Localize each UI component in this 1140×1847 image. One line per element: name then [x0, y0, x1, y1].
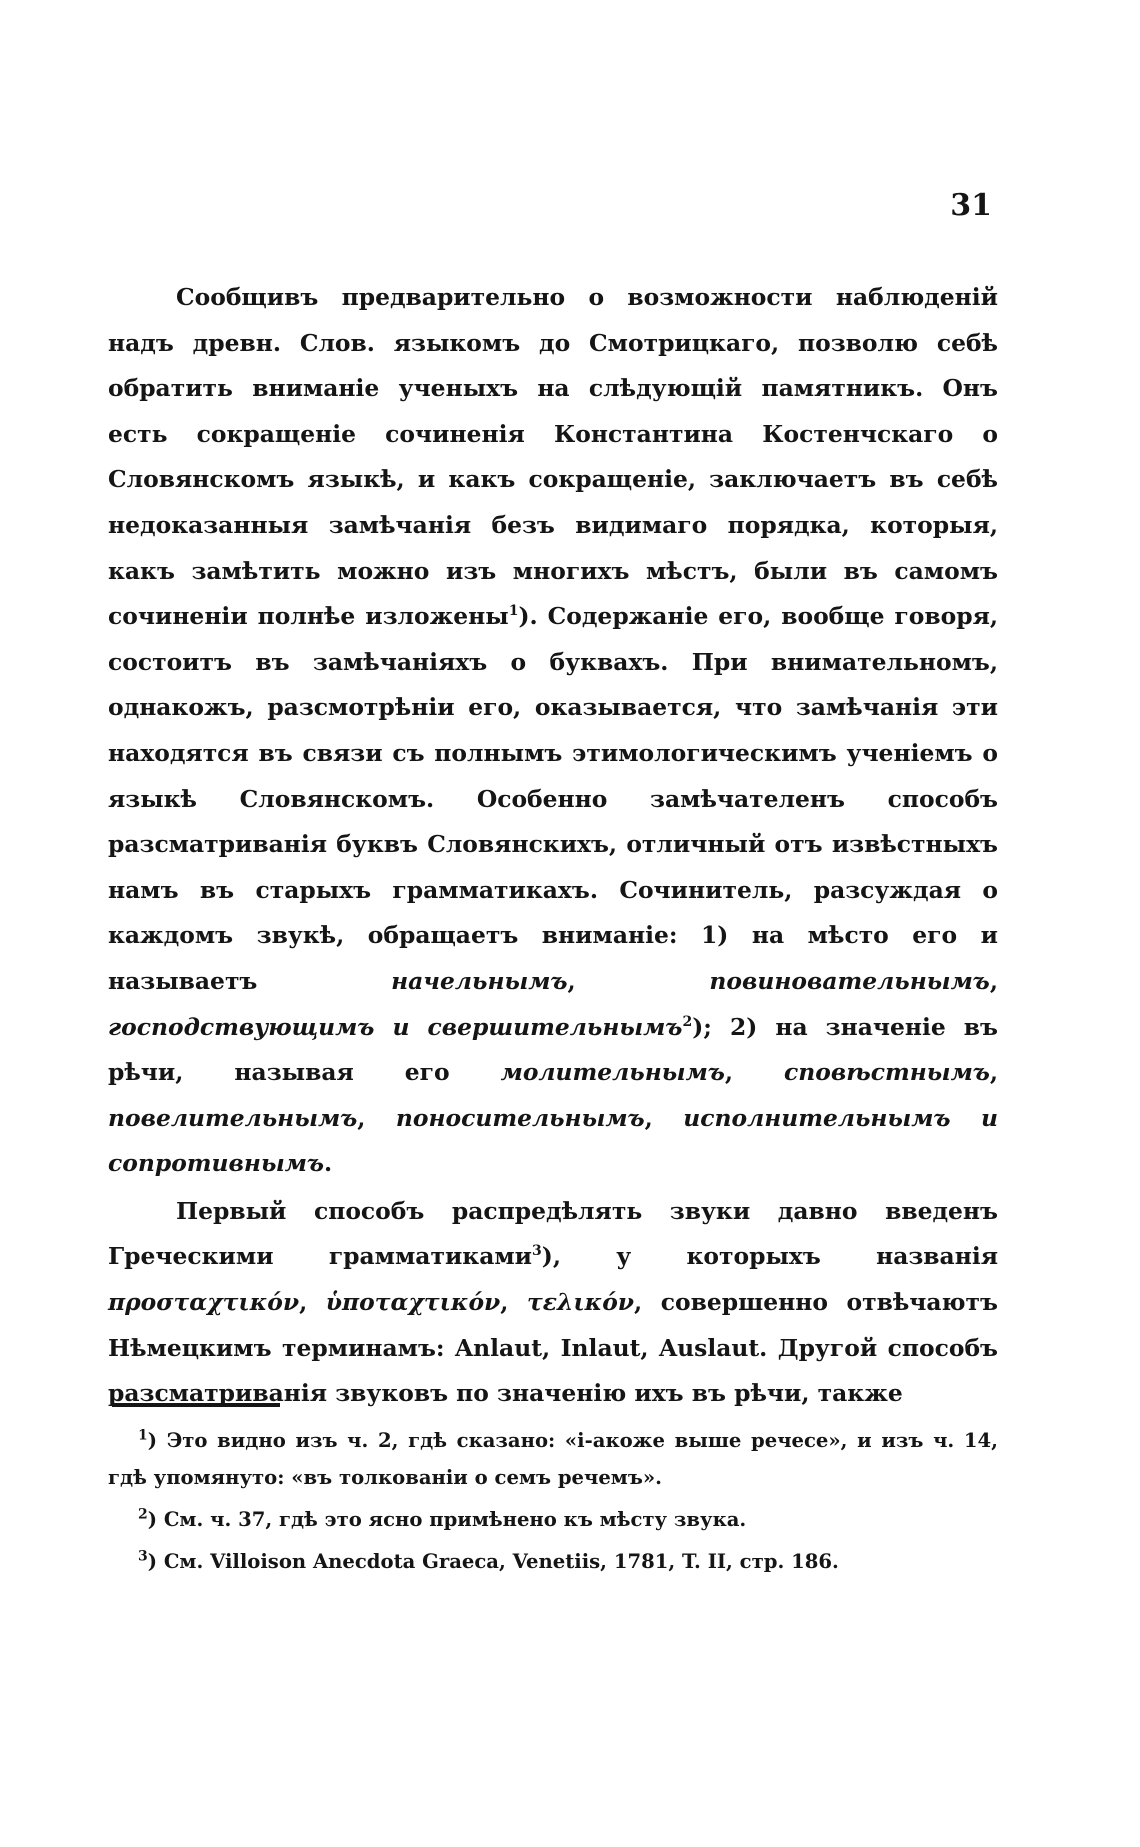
- italic-term: исполнительнымъ: [683, 1103, 951, 1132]
- text-run: ,: [724, 1058, 784, 1087]
- italic-term: ὑποταχτικόν: [325, 1288, 501, 1317]
- text-run: ); 2) на значеніе въ рѣчи, называя его: [108, 1012, 998, 1087]
- footnote-number: 1: [138, 1427, 148, 1444]
- text-run: ,: [567, 966, 710, 995]
- paragraph: [108, 275, 998, 1187]
- text-run: ,: [357, 1103, 396, 1132]
- footnote-divider: [112, 1403, 280, 1407]
- italic-term: сповѣстнымъ: [783, 1058, 990, 1087]
- italic-term: повелительнымъ: [108, 1103, 358, 1132]
- footnote-text: ) См. ч. 37, гдѣ это ясно примѣнено къ мѣсту звука.: [147, 1508, 747, 1531]
- italic-term: молительнымъ: [500, 1058, 725, 1087]
- page-number: 31: [950, 188, 992, 223]
- text-run: ). Содержаніе его, вообще говоря, состоитъ въ замѣчаніяхъ о буквахъ. При внимательномъ, однакожъ, разсмотрѣніи его, оказывается, что замѣчанія эти находятся въ связи съ полнымъ этимологическимъ ученіемъ о языкѣ Словянскомъ. Особенно замѣчателенъ способъ разсматриванія буквъ Словянскихъ, отличный отъ извѣстныхъ намъ въ старыхъ грамматикахъ. Сочинитель, разсуждая о каждомъ звукѣ, обращаетъ вниманіе: 1) на мѣсто его и называетъ: [108, 602, 998, 995]
- italic-term: начельнымъ: [391, 966, 568, 995]
- text-run: ,: [299, 1288, 326, 1317]
- footnote-number: 2: [138, 1506, 148, 1523]
- footnote-marker: 3: [532, 1243, 542, 1260]
- footnote-marker: 1: [508, 603, 519, 620]
- footnote: [108, 1543, 998, 1580]
- italic-term: свершительнымъ: [427, 1012, 683, 1041]
- footnotes: [108, 1422, 998, 1580]
- italic-term: τελικόν: [526, 1288, 635, 1317]
- text-run: ), у которыхъ названія: [541, 1242, 998, 1271]
- footnote-marker: 2: [682, 1013, 693, 1030]
- italic-term: поносительнымъ: [395, 1103, 645, 1132]
- paragraph: [108, 1189, 998, 1417]
- footnote: [108, 1501, 998, 1538]
- italic-term: повиновательнымъ: [709, 966, 990, 995]
- text-run: ,: [989, 966, 998, 995]
- text-run: ,: [644, 1103, 684, 1132]
- footnote: [108, 1422, 998, 1496]
- text-run: .: [324, 1149, 333, 1178]
- footnote-text: ) Это видно изъ ч. 2, гдѣ сказано: «і-акоже выше речесе», и изъ ч. 14, гдѣ упомянуто: «въ толкованіи о семъ речемъ».: [108, 1429, 998, 1489]
- footnote-text: ) См. Villoison Anecdota Graeca, Venetiis, 1781, T. II, стр. 186.: [147, 1550, 839, 1573]
- italic-term: и: [374, 1012, 428, 1041]
- italic-term: и: [950, 1103, 998, 1132]
- text-run: , совершенно отвѣчаютъ Нѣмецкимъ терминамъ: Anlaut, Inlaut, Auslaut. Другой способъ разсматриванія звуковъ по значенію ихъ въ рѣчи, также: [108, 1288, 998, 1408]
- text-run: Сообщивъ предварительно о возможности наблюденій надъ древн. Слов. языкомъ до Смотрицкаго, позволю себѣ обратить вниманіе ученыхъ на слѣдующій памятникъ. Онъ есть сокращеніе сочиненія Константина Костенчскаго о Словянскомъ языкѣ, и какъ сокращеніе, заключаетъ въ себѣ недоказанныя замѣчанія безъ видимаго порядка, которыя, какъ замѣтить можно изъ многихъ мѣстъ, были въ самомъ сочиненіи полнѣе изложены: [108, 283, 998, 631]
- italic-term: προσταχτικόν: [108, 1288, 300, 1317]
- italic-term: господствующимъ: [108, 1012, 375, 1041]
- text-run: ,: [500, 1288, 527, 1317]
- text-run: ,: [989, 1058, 998, 1087]
- main-text: [108, 275, 998, 1417]
- footnote-number: 3: [138, 1548, 148, 1565]
- text-run: Первый способъ распредѣлять звуки давно введенъ Греческими грамматиками: [108, 1196, 998, 1271]
- italic-term: сопротивнымъ: [108, 1149, 325, 1178]
